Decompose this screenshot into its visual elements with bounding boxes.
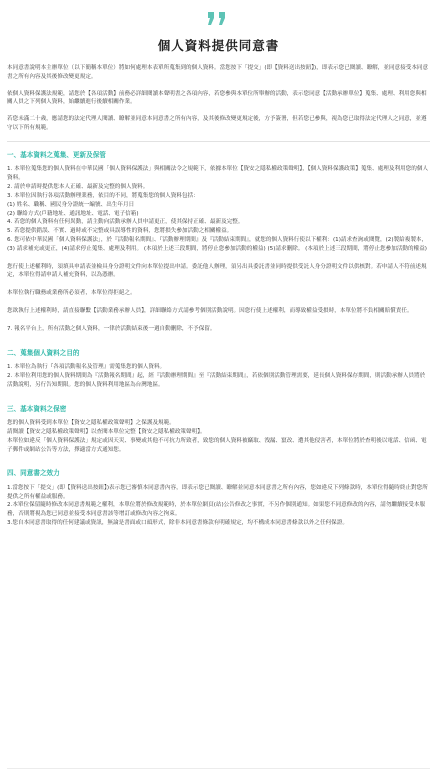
section-heading: 一、基本資料之蒐集、更新及保管 — [7, 150, 106, 159]
list-item: 您的個人資料受到本單位【資安之隱私權政策聲明】之保護及規範。 — [7, 420, 175, 427]
footer-divider — [7, 768, 430, 769]
list-item: 2. 本單位利用您的個人資料期間為『活動報名期間』起，經『活動辦理期間』至『活動結束期間』，若依個別活動管理需要，延長個人資料保存期間，則活動承辦人員將於活動說明，另行告知期限。您的個人資料利用地區為台灣地區。 — [7, 373, 426, 388]
section-heading: 二、蒐集個人資料之目的 — [7, 348, 80, 357]
page-title: 個人資料提供同意書 — [157, 38, 280, 53]
list-item: 2.本單位保留隨時修改本同意書規範之權利，本單位將於修改規範時，於本單位網頁(站)公告修改之事實，不另作個別通知。如果您不同意修改的內容，請勿繼續接受本服務，否則將視為您已同意並接受本同意書該等增訂或修改內容之拘束。 — [7, 502, 426, 518]
paragraph: 您行使上述權利時，須填具申請表並檢具身分證明文件向本單位提出申請。委託他人辦理，須另出具委託書並同時提供受託人身分證明文件以供核對。若申請人不符前述規定，本單位得請申請人補充資料，以為憑辦。 — [7, 263, 427, 279]
section-heading: 三、基本資料之保密 — [7, 404, 67, 413]
list-item: (2) 聯絡方式(戶籍地址、通訊地址、電話、電子信箱) — [7, 210, 139, 217]
list-item: 1. 本單位蒐集您的個人資料在中華民國「個人資料保護法」與相關法令之規範下，依據本單位【資安之隱私權政策聲明】，【個人資料保護政策】蒐集、處理及利用您的個人資料。 — [7, 166, 429, 182]
list-item: (1) 姓名、職稱、國民身分證統一編號、出生年月日 — [7, 201, 135, 208]
list-item: 請閱讀【資安之隱私權政策聲明】以查閱本單位完整【資安之隱私權政策聲明】。 — [7, 428, 206, 435]
list-item: 本單位如違反「個人資料保護法」規定或因天災、事變或其他不可抗力所致者，致您的個人資料被竊取、洩漏、竄改、遭其他侵害者，本單位將於查明後以電話、信函、電子郵件或網站公告等方法，擇適當方式通知您。 — [7, 437, 427, 453]
intro-paragraph: 若您未滿二十歲，應請您的法定代理人閱讀、瞭解並同意本同意書之所有內容，及其後修改變更規定後，方予簽署，但若您已參與，視為您已取得法定代理人之同意，並遵守以下所有規範。 — [7, 116, 427, 132]
list-item: 3.您自本同意書取得的任何建議或資訊，無論是書面或口頭形式，除非本同意書條款有明確規定，均不構成本同意書條款以外之任何保證。 — [7, 520, 348, 527]
paragraph: 7. 報名平台上，所有活動之個人資料，一律於活動結束後一週自動刪除，不予保留。 — [7, 325, 216, 332]
double-quote-icon — [206, 10, 230, 26]
section-heading: 四、同意書之效力 — [7, 469, 60, 478]
list-item: 5. 若您提供錯誤、不實、過時或不完整或具誤導性的資料，您將損失參加活動之相關權益。 — [7, 228, 233, 235]
document-body — [7, 64, 430, 528]
list-item: 4. 若您的個人資料有任何異動，請主動向活動承辦人員申請更正，使其保持正確、最新及完整。 — [7, 219, 244, 226]
list-item: 1.當您按下「提交」(即【資料送出按鈕】)表示您已審慎本同意書內容，即表示您已閱讀、瞭解並同意本同意書之所有內容，您如違反下列條款時，本單位得隨時終止對您所提供之所有權益或服務。 — [7, 484, 428, 500]
list-item: 2. 請於申請時提供您本人正確、最新及完整的個人資料。 — [7, 184, 149, 191]
paragraph: 您欲執行上述權利時，請直接聯繫【活動業務承辦人員】，詳細聯絡方式請參考個別活動說明。因您行使上述權利，而導致權益受損時，本單位將不負相關賠償責任。 — [7, 308, 413, 315]
list-item: 1. 本單位為執行『各項活動報名及管理』需蒐集您的個人資料。 — [7, 364, 166, 371]
list-item: 3. 本單位因執行各項活動辦理業務，依目的不同，將蒐集您的個人資料包括： — [7, 192, 199, 199]
list-item: 6. 您可依中華民國「個人資料保護法」，於『活動報名期間』、『活動辦理期間』及『活動結束期間』，就您的個人資料行使以下權利：(1)請求查詢或閱覽，(2)製給複製本，(3) 請求補充或更正，(4)請求停止蒐集、處理及利用。 (本項於上述三段期間，將停止您參加活動的權益) (5)請求刪除。 (本項於上述三段期間，將停止您參加活動的權益) — [7, 237, 428, 252]
paragraph: 本單位執行職務或業務所必須者，本單位得拒絕之。 — [7, 290, 136, 297]
divider — [7, 141, 430, 142]
intro-paragraph: 依個人資料保護法規範，請您於【各項活動】前務必詳細閱讀本聲明書之各項內容，若您參與本單位所舉辦的活動，表示您同意【活動承辦單位】蒐集、處理、利用您與相關人員之下列個人資料，始繼續進行後續相關作業。 — [7, 90, 427, 106]
intro-paragraph: 本同意書說明本主辦單位（以下簡稱本單位）將如何處理本表單所蒐集到的個人資料。當您按下「提交」(即【資料送出按鈕】)，即表示您已閱讀、瞭解，並同意接受本同意書之所有內容及其後修改變更規定。 — [7, 65, 429, 80]
